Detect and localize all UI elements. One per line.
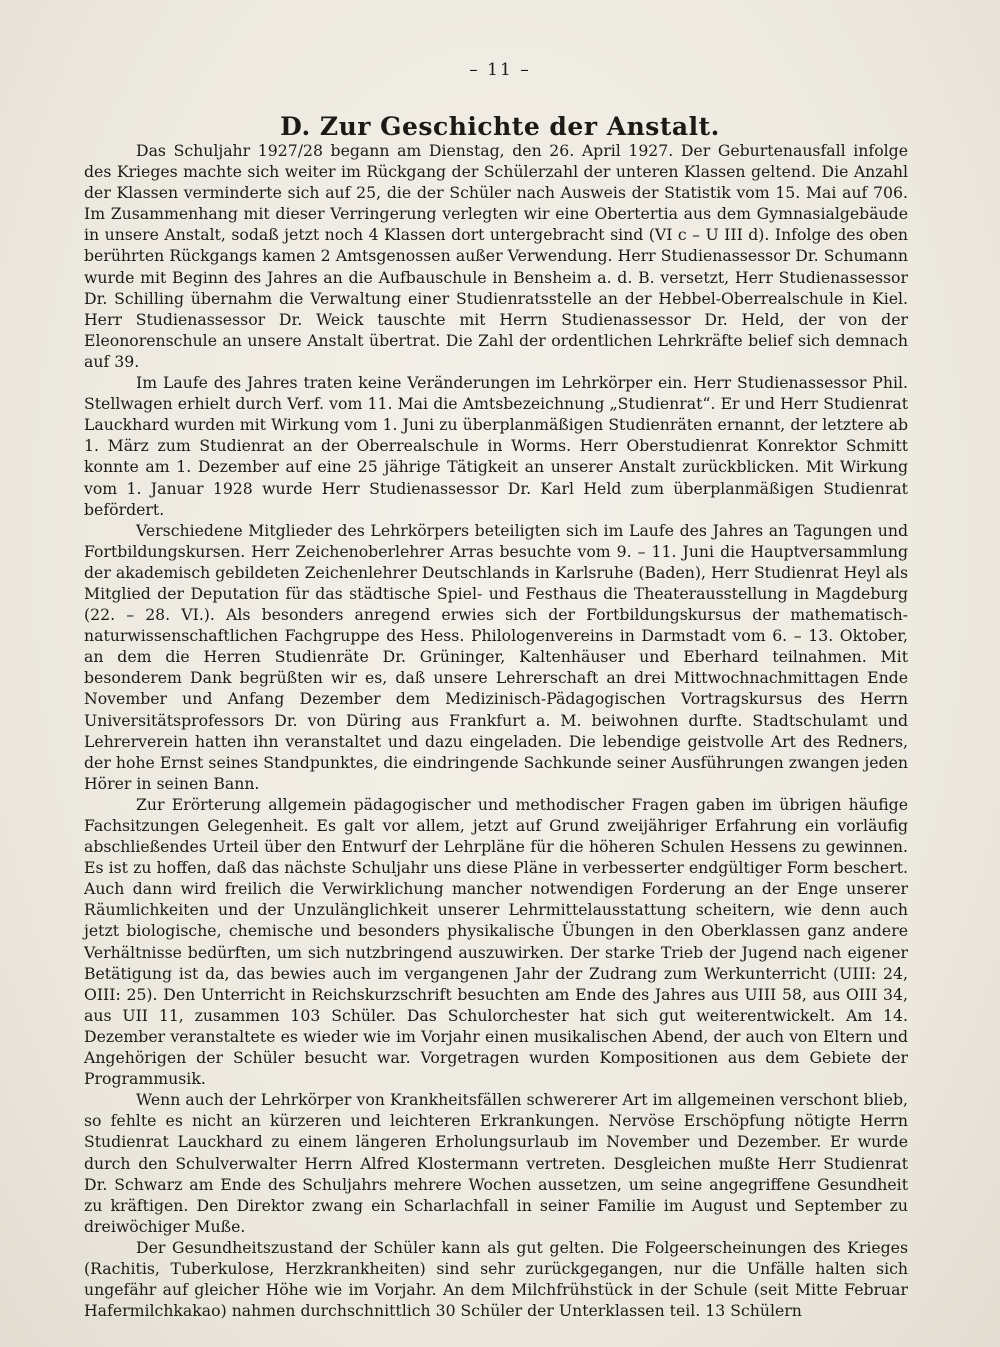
body-text: [84, 140, 908, 1321]
paragraph: Im Laufe des Jahres traten keine Veränderungen im Lehrkörper ein. Herr Studienassessor Phil. Stellwagen erhielt durch Verf. vom 11. Mai die Amtsbezeichnung „Studienrat“. Er und Herr Studienrat Lauckhard wurden mit Wirkung vom 1. Juni zu überplanmäßigen Studienräten ernannt, der letztere ab 1. März zum Studienrat an der Oberrealschule in Worms. Herr Oberstudienrat Konrektor Schmitt konnte am 1. Dezember auf eine 25 jährige Tätigkeit an unserer Anstalt zurückblicken. Mit Wirkung vom 1. Januar 1928 wurde Herr Studienassessor Dr. Karl Held zum überplanmäßigen Studienrat befördert.: [84, 373, 908, 519]
paragraph: Zur Erörterung allgemein pädagogischer und methodischer Fragen gaben im übrigen häufige Fachsitzungen Gelegenheit. Es galt vor allem, jetzt auf Grund zweijähriger Erfahrung ein vorläufig abschließendes Urteil über den Entwurf der Lehrpläne für die höheren Schulen Hessens zu gewinnen. Es ist zu hoffen, daß das nächste Schuljahr uns diese Pläne in verbesserter endgültiger Form beschert. Auch dann wird freilich die Verwirklichung mancher notwendigen Forderung an der Enge unserer Räumlichkeiten und der Unzulänglichkeit unserer Lehrmittelausstattung scheitern, wie denn auch jetzt biologische, chemische und besonders physikalische Übungen in den Oberklassen ganz andere Verhältnisse bedürften, um sich nutzbringend auszuwirken. Der starke Trieb der Jugend nach eigener Betätigung ist da, das bewies auch im vergangenen Jahr der Zudrang zum Werkunterricht (UIII: 24, OIII: 25). Den Unterricht in Reichskurzschrift besuchten am Ende des Jahres aus UIII 58, aus OIII 34, aus UII 11, zusammen 103 Schüler. Das Schulorchester hat sich gut weiterentwickelt. Am 14. Dezember veranstaltete es wieder wie im Vorjahr einen musikalischen Abend, der auch von Eltern und Angehörigen der Schüler besucht war. Vorgetragen wurden Kompositionen aus dem Gebiete der Programmusik.: [84, 794, 908, 1089]
paragraph: Verschiedene Mitglieder des Lehrkörpers beteiligten sich im Laufe des Jahres an Tagungen und Fortbildungskursen. Herr Zeichenoberlehrer Arras besuchte vom 9. – 11. Juni die Hauptversammlung der akademisch gebildeten Zeichenlehrer Deutschlands in Karlsruhe (Baden), Herr Studienrat Heyl als Mitglied der Deputation für das städtische Spiel- und Festhaus die Theaterausstellung in Magdeburg (22. – 28. VI.). Als besonders anregend erwies sich der Fortbildungskursus der mathematisch-naturwissenschaftlichen Fachgruppe des Hess. Philologenvereins in Darmstadt vom 6. – 13. Oktober, an dem die Herren Studienräte Dr. Grüninger, Kaltenhäuser und Eberhard teilnahmen. Mit besonderem Dank begrüßten wir es, daß unsere Lehrerschaft an drei Mittwochnachmittagen Ende November und Anfang Dezember dem Medizinisch-Pädagogischen Vortragskursus des Herrn Universitätsprofessors Dr. von Düring aus Frankfurt a. M. beiwohnen durfte. Stadtschulamt und Lehrerverein hatten ihn veranstaltet und dazu eingeladen. Die lebendige geistvolle Art des Redners, der hohe Ernst seines Standpunktes, die eindringende Sachkunde seiner Ausführungen zwangen jeden Hörer in seinen Bann.: [84, 520, 908, 793]
paragraph: Das Schuljahr 1927/28 begann am Dienstag, den 26. April 1927. Der Geburtenausfall infolge des Krieges machte sich weiter im Rückgang der Schülerzahl der unteren Klassen geltend. Die Anzahl der Klassen verminderte sich auf 25, die der Schüler nach Ausweis der Statistik vom 15. Mai auf 706. Im Zusammenhang mit dieser Verringerung verlegten wir eine Obertertia aus dem Gymnasialgebäude in unsere Anstalt, sodaß jetzt noch 4 Klassen dort untergebracht sind (VI c – U III d). Infolge des oben berührten Rückgangs kamen 2 Amtsgenossen außer Verwendung. Herr Studienassessor Dr. Schumann wurde mit Beginn des Jahres an die Aufbauschule in Bensheim a. d. B. versetzt, Herr Studienassessor Dr. Schilling übernahm die Verwaltung einer Studienratsstelle an der Hebbel-Oberrealschule in Kiel. Herr Studienassessor Dr. Weick tauschte mit Herrn Studienassessor Dr. Held, der von der Eleonorenschule an unsere Anstalt übertrat. Die Zahl der ordentlichen Lehrkräfte belief sich demnach auf 39.: [84, 141, 908, 371]
paragraph: Wenn auch der Lehrkörper von Krankheitsfällen schwererer Art im allgemeinen verschont blieb, so fehlte es nicht an kürzeren und leichteren Erkrankungen. Nervöse Erschöpfung nötigte Herrn Studienrat Lauckhard zu einem längeren Erholungsurlaub im November und Dezember. Er wurde durch den Schulverwalter Herrn Alfred Klostermann vertreten. Desgleichen mußte Herr Studienrat Dr. Schwarz am Ende des Schuljahrs mehrere Wochen aussetzen, um seine angegriffene Gesundheit zu kräftigen. Den Direktor zwang ein Scharlachfall in seiner Familie im August und September zu dreiwöchiger Muße.: [84, 1090, 908, 1236]
section-heading: D. Zur Geschichte der Anstalt.: [280, 112, 720, 141]
page-number: – 11 –: [469, 60, 531, 80]
paragraph: Der Gesundheitszustand der Schüler kann als gut gelten. Die Folgeerscheinungen des Krieges (Rachitis, Tuberkulose, Herzkrankheiten) sind sehr zurückgegangen, nur die Unfälle halten sich ungefähr auf gleicher Höhe wie im Vorjahr. An dem Milchfrühstück in der Schule (seit Mitte Februar Hafermilchkakao) nahmen durchschnittlich 30 Schüler der Unterklassen teil. 13 Schülern: [84, 1237, 908, 1321]
